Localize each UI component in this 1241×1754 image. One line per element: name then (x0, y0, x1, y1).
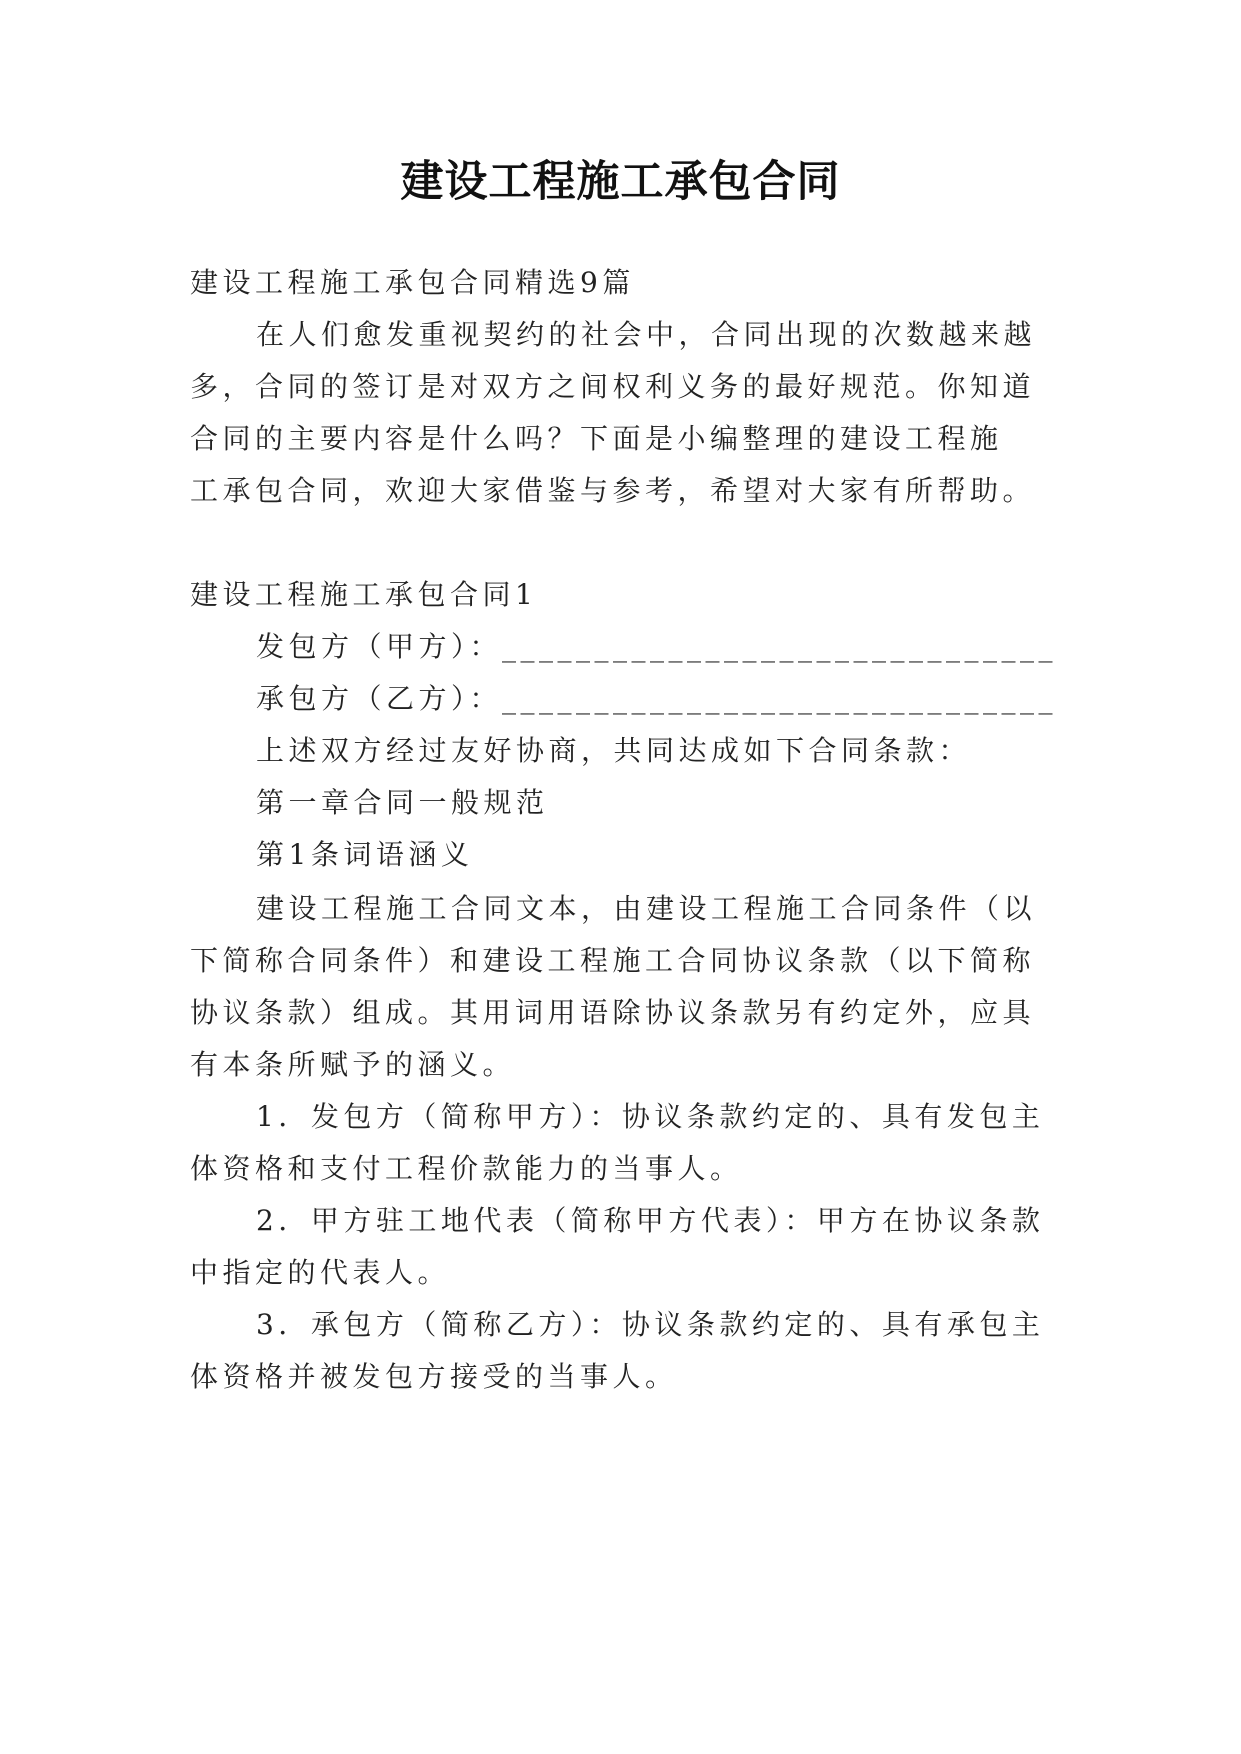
item-2-line: 中指定的代表人。 (190, 1256, 451, 1289)
intro-line: 工承包合同，欢迎大家借鉴与参考，希望对大家有所帮助。 (190, 474, 1036, 507)
party-a-blank: ______________________________ (502, 630, 1058, 663)
party-b-label: 承包方（乙方）： (256, 682, 503, 715)
agreement-line: 上述双方经过友好协商，共同达成如下合同条款： (256, 734, 972, 767)
article-text-line: 协议条款）组成。其用词用语除协议条款另有约定外，应具 (190, 996, 1036, 1029)
article-heading: 第1条词语涵义 (256, 838, 474, 871)
intro-line: 在人们愈发重视契约的社会中，合同出现的次数越来越 (256, 318, 1037, 351)
document-title: 建设工程施工承包合同 (400, 157, 841, 207)
item-1-line: 1．发包方（简称甲方）：协议条款约定的、具有发包主 (256, 1100, 1045, 1133)
intro-line: 多，合同的签订是对双方之间权利义务的最好规范。你知道 (190, 370, 1036, 403)
party-a-line (256, 618, 1058, 676)
item-3-line: 3．承包方（简称乙方）：协议条款约定的、具有承包主 (256, 1308, 1045, 1341)
article-text-line: 有本条所赋予的涵义。 (190, 1048, 516, 1081)
intro-line: 合同的主要内容是什么吗？下面是小编整理的建设工程施 (190, 422, 1003, 455)
party-a-label: 发包方（甲方）： (256, 630, 503, 663)
article-text-line: 建设工程施工合同文本，由建设工程施工合同条件（以 (256, 892, 1037, 925)
intro-heading: 建设工程施工承包合同精选9篇 (190, 266, 635, 299)
item-1-line: 体资格和支付工程价款能力的当事人。 (190, 1152, 743, 1185)
party-b-line (256, 670, 1058, 728)
item-3-line: 体资格并被发包方接受的当事人。 (190, 1360, 678, 1393)
party-b-blank: ______________________________ (502, 682, 1058, 715)
item-2-line: 2．甲方驻工地代表（简称甲方代表）：甲方在协议条款 (256, 1204, 1045, 1237)
article-text-line: 下简称合同条件）和建设工程施工合同协议条款（以下简称 (190, 944, 1036, 977)
section-heading: 建设工程施工承包合同1 (190, 578, 538, 611)
chapter-heading: 第一章合同一般规范 (256, 786, 549, 819)
